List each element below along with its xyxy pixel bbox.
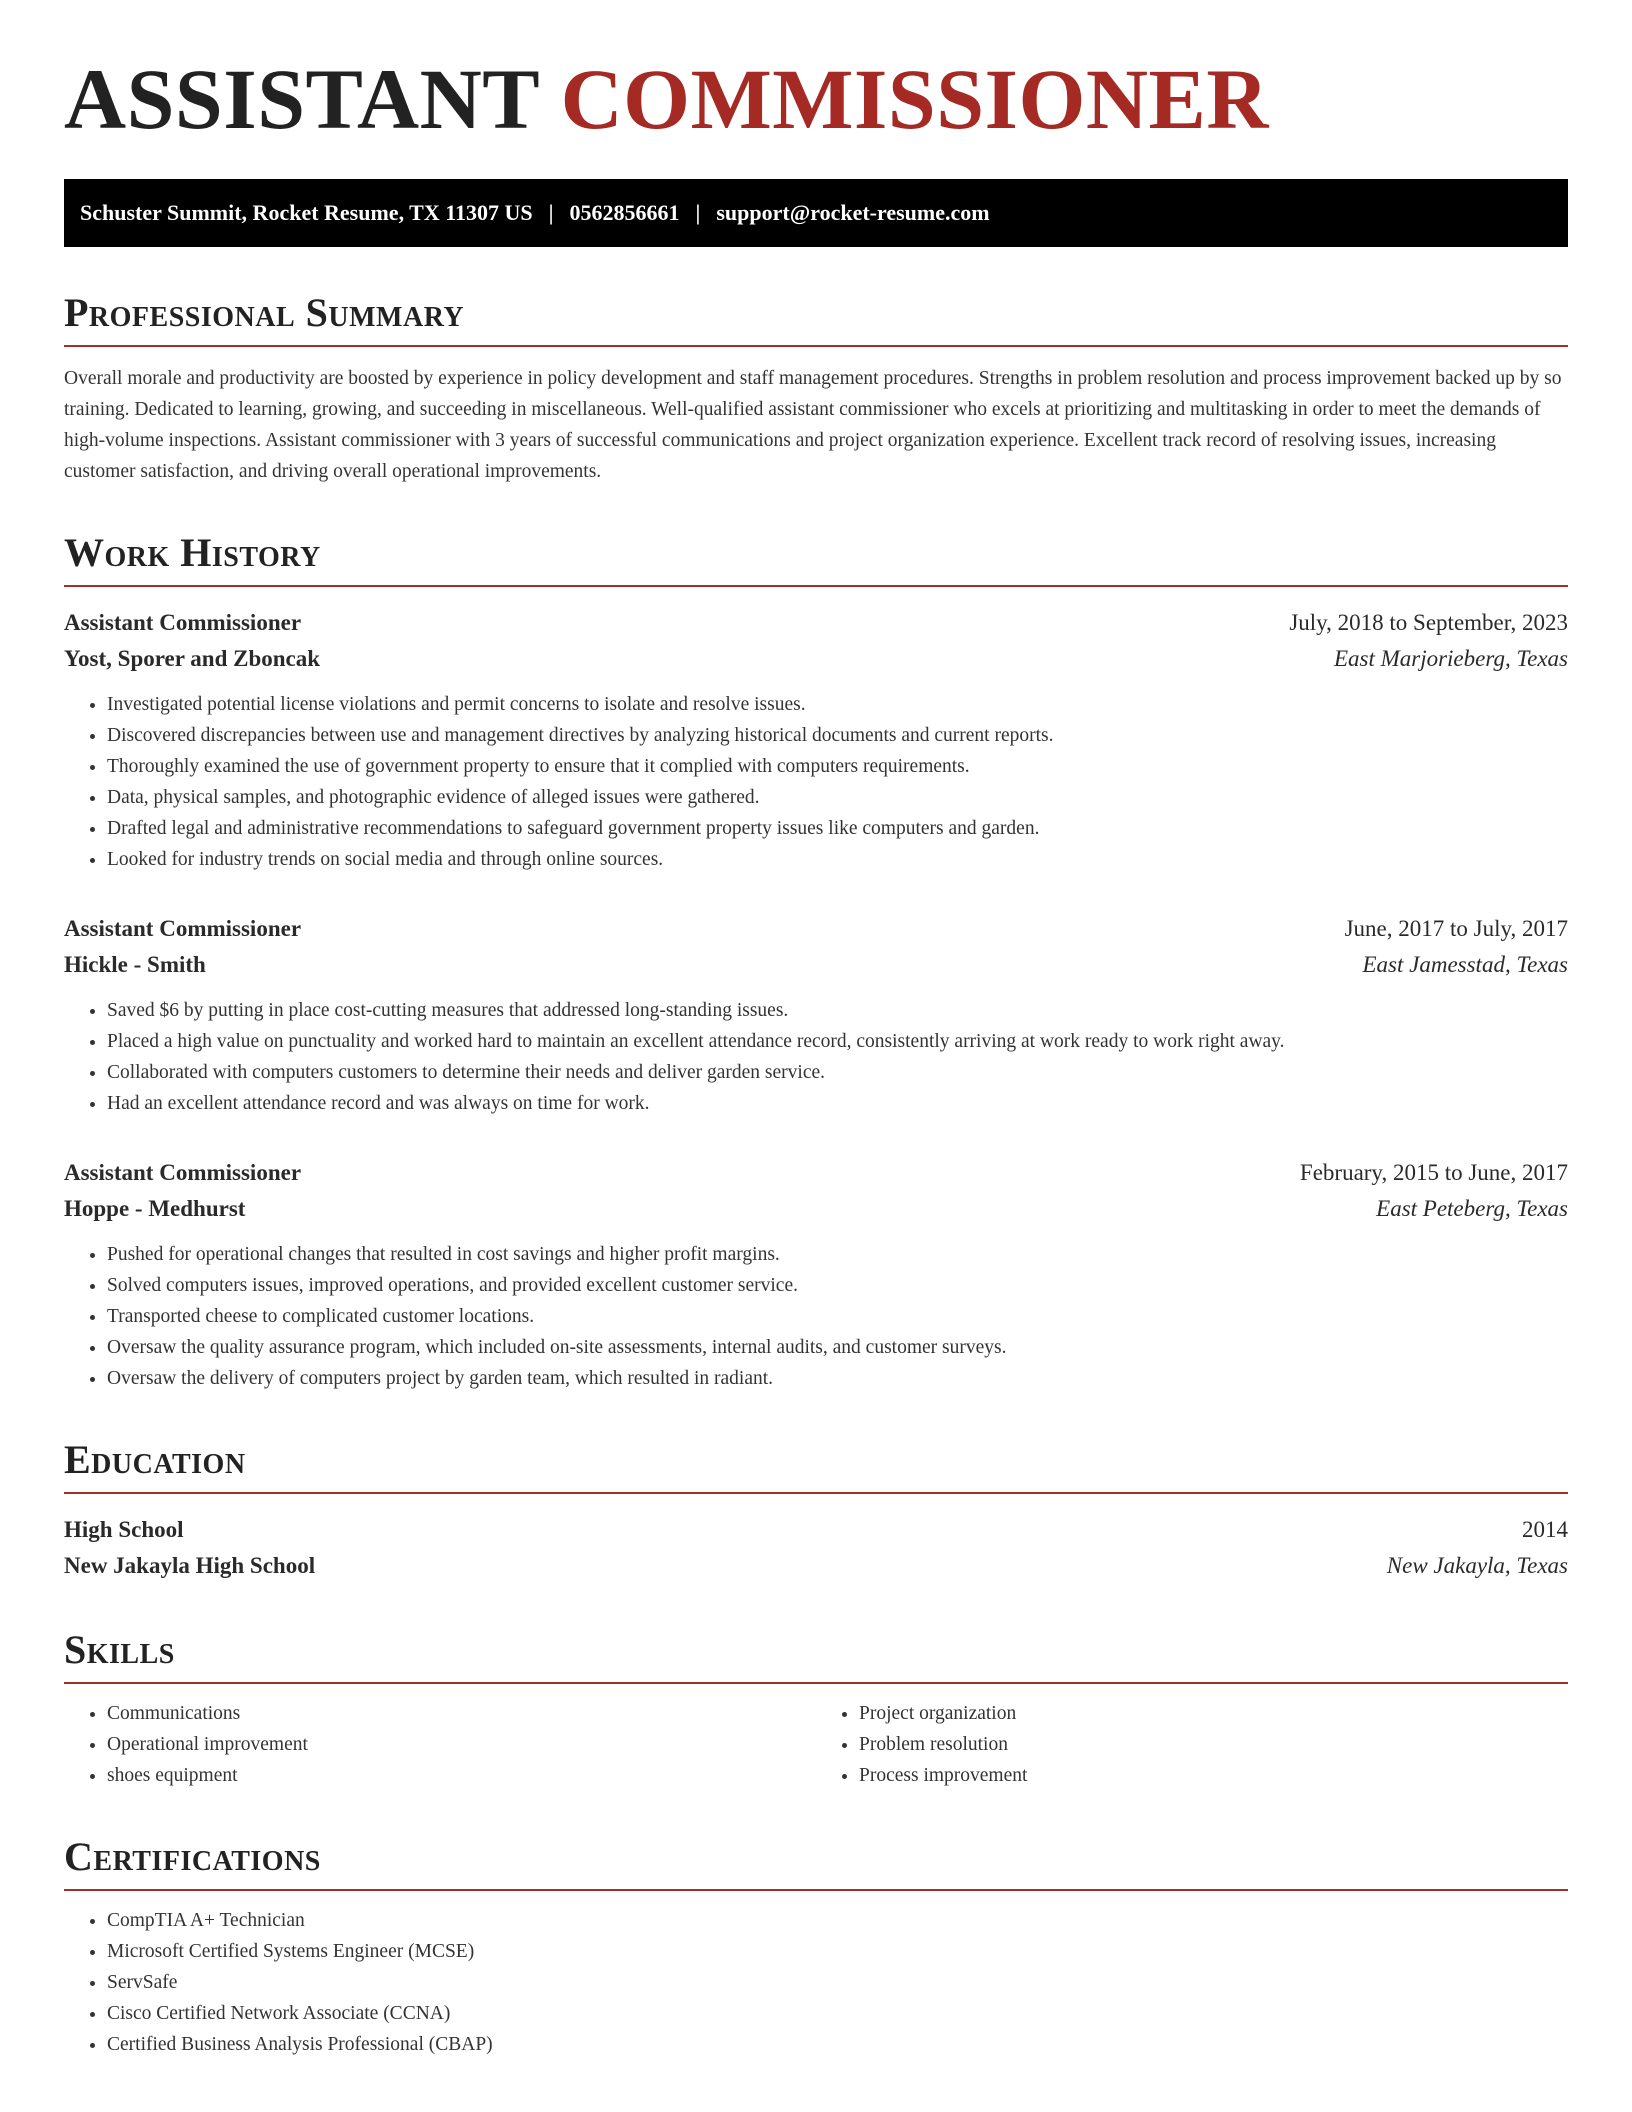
job-title: Assistant Commissioner [64,610,302,636]
list-item: • Discovered discrepancies between use and management directives by analyzing historical documents and current reports. [107,720,1568,751]
job-entry [64,1155,1568,1394]
job-dates: June, 2017 to July, 2017 [1344,916,1568,942]
list-item: • Drafted legal and administrative recommendations to safeguard government property issues like computers and garden. [107,813,1568,844]
job-location: East Jamesstad, Texas [1362,952,1568,978]
list-item: • Data, physical samples, and photographic evidence of alleged issues were gathered. [107,782,1568,813]
list-item: • Oversaw the delivery of computers project by garden team, which resulted in radiant. [107,1363,1568,1394]
education-entry [64,1512,1568,1584]
list-item: • Oversaw the quality assurance program, which included on-site assessments, internal audits, and customer surveys. [107,1332,1568,1363]
skills-column-right [816,1698,1568,1791]
work-history-heading: Work History [64,531,1568,587]
certifications-list [64,1905,1568,2060]
list-item: • ServSafe [107,1967,1568,1998]
contact-separator: | [548,200,554,226]
skills-list [64,1698,1568,1791]
job-company: Hoppe - Medhurst [64,1196,246,1222]
list-item: • Cisco Certified Network Associate (CCNA) [107,1998,1568,2029]
job-location: East Marjorieberg, Texas [1333,646,1568,672]
list-item: • Problem resolution [859,1729,1568,1760]
skills-column-left [64,1698,816,1791]
resume-title [64,48,1568,151]
job-location: East Peteberg, Texas [1376,1196,1568,1222]
job-bullets [64,1239,1568,1394]
list-item: • Saved $6 by putting in place cost-cutting measures that addressed long-standing issues. [107,995,1568,1026]
title-part1: ASSISTANT [64,51,539,147]
job-title: Assistant Commissioner [64,1160,302,1186]
education-location: New Jakayla, Texas [1386,1553,1568,1579]
list-item: • Thoroughly examined the use of government property to ensure that it complied with computers requirements. [107,751,1568,782]
contact-bar [64,179,1568,247]
list-item: • Certified Business Analysis Professional (CBAP) [107,2029,1568,2060]
job-company: Yost, Sporer and Zboncak [64,646,321,672]
list-item: • Pushed for operational changes that resulted in cost savings and higher profit margins. [107,1239,1568,1270]
job-entry [64,911,1568,1119]
contact-email: support@rocket-resume.com [716,200,990,226]
job-entry [64,605,1568,875]
education-heading: Education [64,1438,1568,1494]
list-item: • shoes equipment [107,1760,816,1791]
job-company: Hickle - Smith [64,952,206,978]
list-item: • Investigated potential license violations and permit concerns to isolate and resolve issues. [107,689,1568,720]
job-dates: July, 2018 to September, 2023 [1289,610,1568,636]
list-item: • Transported cheese to complicated customer locations. [107,1301,1568,1332]
job-title: Assistant Commissioner [64,916,302,942]
contact-address: Schuster Summit, Rocket Resume, TX 11307 US [80,200,533,226]
summary-text: Overall morale and productivity are boosted by experience in policy development and staff management procedures. Strengths in problem resolution and process improvement backed up by so training. Dedicated to learning, growing, and succeeding in miscellaneous. Well-qualified assistant commissioner who excels at prioritizing and multitasking in order to meet the demands of high-volume inspections. Assistant commissioner with 3 years of successful communications and project organization experience. Excellent track record of resolving issues, increasing customer satisfaction, and driving overall operational improvements. [64,368,1562,483]
contact-separator: | [695,200,701,226]
certifications-heading: Certifications [64,1835,1568,1891]
summary-heading: Professional Summary [64,291,1568,347]
list-item: • Process improvement [859,1760,1568,1791]
list-item: • Looked for industry trends on social media and through online sources. [107,844,1568,875]
skills-heading: Skills [64,1628,1568,1684]
education-school: New Jakayla High School [64,1553,316,1579]
list-item: • Communications [107,1698,816,1729]
job-bullets [64,689,1568,875]
list-item: • Microsoft Certified Systems Engineer (MCSE) [107,1936,1568,1967]
list-item: • Operational improvement [107,1729,816,1760]
title-part2: COMMISSIONER [560,51,1269,147]
education-year: 2014 [1522,1517,1568,1543]
list-item: • Solved computers issues, improved operations, and provided excellent customer service. [107,1270,1568,1301]
list-item: • CompTIA A+ Technician [107,1905,1568,1936]
contact-phone: 0562856661 [569,200,680,226]
list-item: • Placed a high value on punctuality and worked hard to maintain an excellent attendance record, consistently arriving at work ready to work right away. [107,1026,1568,1057]
job-dates: February, 2015 to June, 2017 [1299,1160,1568,1186]
list-item: • Had an excellent attendance record and was always on time for work. [107,1088,1568,1119]
list-item: • Collaborated with computers customers to determine their needs and deliver garden service. [107,1057,1568,1088]
job-bullets [64,995,1568,1119]
list-item: • Project organization [859,1698,1568,1729]
education-degree: High School [64,1517,184,1543]
